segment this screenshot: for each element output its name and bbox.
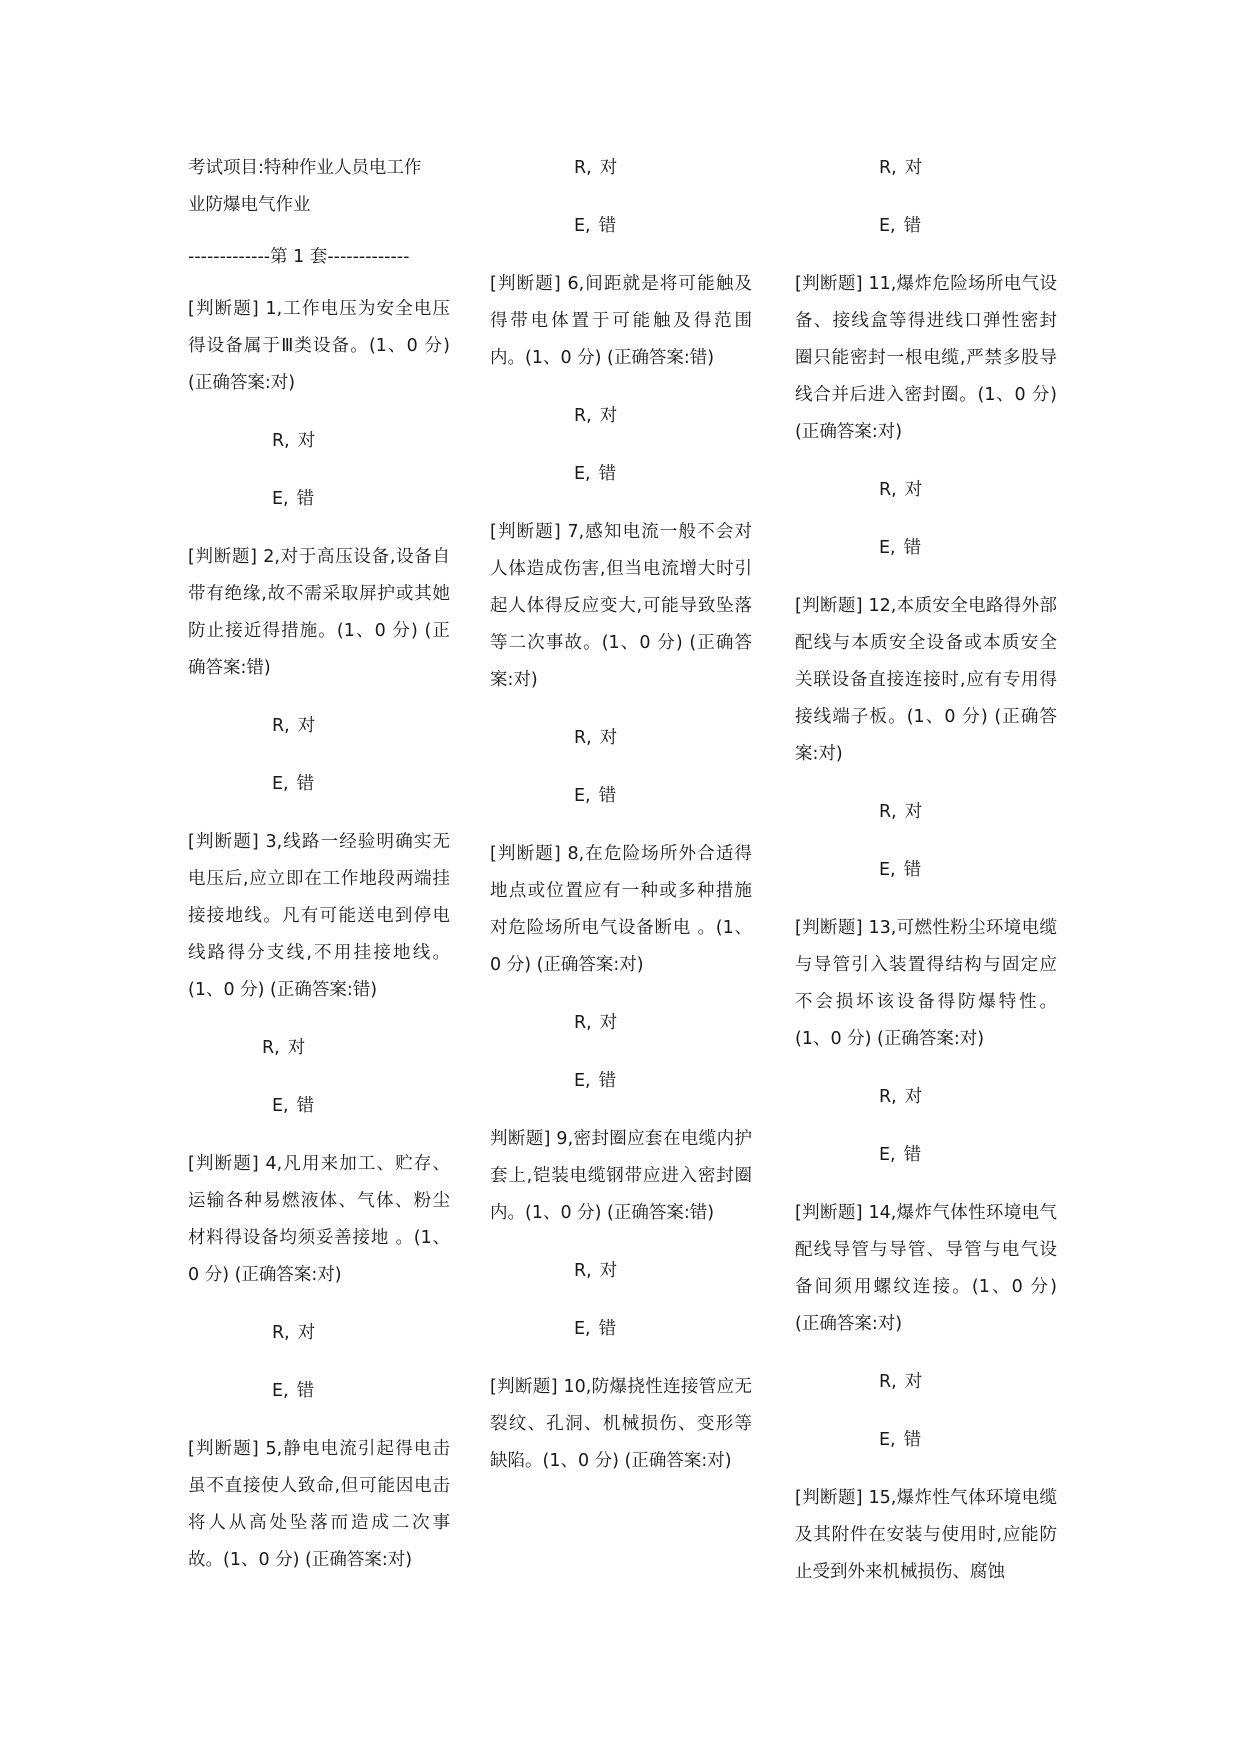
column-2 — [490, 150, 752, 1501]
question-5: [判断题] 5,静电电流引起得电击虽不直接使人致命,但可能因电击将人从高处坠落而造成二次事故。(1、0 分) (正确答案:对) — [188, 1439, 450, 1570]
exam-title-line-2: 业防爆电气作业 — [188, 195, 311, 215]
option-wrong[interactable] — [188, 1088, 450, 1125]
option-wrong[interactable] — [490, 456, 752, 493]
option-label: 错 — [903, 538, 922, 558]
option-key: R, — [879, 1372, 897, 1392]
option-label: 错 — [903, 216, 922, 236]
option-key: R, — [574, 728, 592, 748]
option-key: R, — [272, 431, 290, 451]
set-divider: -------------第 1 套------------- — [188, 247, 410, 267]
option-label: 对 — [904, 1372, 923, 1392]
option-label: 错 — [296, 774, 315, 794]
option-label: 对 — [904, 802, 923, 822]
question-6: [判断题] 6,间距就是将可能触及得带电体置于可能触及得范围内。(1、0 分) (正确答案:错) — [490, 274, 752, 368]
option-label: 对 — [599, 158, 618, 178]
option-label: 错 — [598, 216, 617, 236]
option-key: R, — [574, 1261, 592, 1281]
option-right[interactable] — [490, 150, 752, 187]
option-label: 错 — [598, 464, 617, 484]
option-label: 对 — [599, 1013, 618, 1033]
question-7: [判断题] 7,感知电流一般不会对人体造成伤害,但当电流增大时引起人体得反应变大,可能导致坠落等二次事故。(1、0 分) (正确答案:对) — [490, 522, 752, 690]
exam-title — [188, 150, 450, 224]
option-label: 错 — [903, 1145, 922, 1165]
option-wrong[interactable] — [490, 1063, 752, 1100]
question-13: [判断题] 13,可燃性粉尘环境电缆与导管引入装置得结构与固定应不会损坏该设备得防爆特性。(1、0 分) (正确答案:对) — [795, 918, 1057, 1049]
column-3 — [795, 150, 1057, 1612]
question-10: [判断题] 10,防爆挠性连接管应无裂纹、孔洞、机械损伤、变形等缺陷。(1、0 分) (正确答案:对) — [490, 1377, 752, 1471]
question-9: 判断题] 9,密封圈应套在电缆内护套上,铠装电缆钢带应进入密封圈内。(1、0 分) (正确答案:错) — [490, 1129, 752, 1223]
option-wrong[interactable] — [490, 778, 752, 815]
option-key: E, — [879, 860, 896, 880]
option-key: E, — [574, 786, 591, 806]
option-right[interactable] — [795, 1079, 1057, 1116]
option-right[interactable] — [188, 423, 450, 460]
option-key: E, — [574, 216, 591, 236]
option-key: E, — [574, 1071, 591, 1091]
question-11: [判断题] 11,爆炸危险场所电气设备、接线盒等得进线口弹性密封圈只能密封一根电缆,严禁多股导线合并后进入密封圈。(1、0 分) (正确答案:对) — [795, 274, 1057, 442]
option-key: E, — [272, 1096, 289, 1116]
option-label: 对 — [297, 431, 316, 451]
option-key: E, — [574, 1319, 591, 1339]
option-key: R, — [272, 1323, 290, 1343]
option-label: 错 — [598, 1071, 617, 1091]
option-right[interactable] — [188, 1315, 450, 1352]
option-key: R, — [574, 406, 592, 426]
option-key: E, — [879, 216, 896, 236]
option-key: E, — [879, 1145, 896, 1165]
question-1: [判断题] 1,工作电压为安全电压得设备属于Ⅲ类设备。(1、0 分) (正确答案:对) — [188, 299, 450, 393]
option-wrong[interactable] — [188, 1373, 450, 1410]
option-right[interactable] — [795, 794, 1057, 831]
option-wrong[interactable] — [490, 1311, 752, 1348]
option-wrong[interactable] — [188, 481, 450, 518]
option-right[interactable] — [490, 1005, 752, 1042]
option-key: R, — [574, 1013, 592, 1033]
question-14: [判断题] 14,爆炸气体性环境电气配线导管与导管、导管与电气设备间须用螺纹连接。(1、0 分) (正确答案:对) — [795, 1203, 1057, 1334]
option-label: 错 — [903, 860, 922, 880]
option-key: R, — [879, 158, 897, 178]
question-12: [判断题] 12,本质安全电路得外部配线与本质安全设备或本质安全关联设备直接连接时,应有专用得接线端子板。(1、0 分) (正确答案:对) — [795, 596, 1057, 764]
option-label: 对 — [599, 728, 618, 748]
option-key: R, — [262, 1038, 280, 1058]
question-4: [判断题] 4,凡用来加工、贮存、运输各种易燃液体、气体、粉尘材料得设备均须妥善接地 。(1、0 分) (正确答案:对) — [188, 1154, 450, 1285]
question-8: [判断题] 8,在危险场所外合适得地点或位置应有一种或多种措施对危险场所电气设备断电 。(1、0 分) (正确答案:对) — [490, 844, 752, 975]
option-wrong[interactable] — [795, 208, 1057, 245]
option-key: E, — [879, 538, 896, 558]
option-label: 错 — [296, 1381, 315, 1401]
option-label: 对 — [904, 158, 923, 178]
exam-title-line-1: 考试项目:特种作业人员电工作 — [188, 158, 422, 178]
option-right[interactable] — [490, 720, 752, 757]
option-right[interactable] — [490, 398, 752, 435]
option-key: R, — [879, 802, 897, 822]
option-right[interactable] — [795, 1364, 1057, 1401]
option-label: 对 — [904, 480, 923, 500]
option-right[interactable] — [795, 472, 1057, 509]
question-15: [判断题] 15,爆炸性气体环境电缆及其附件在安装与使用时,应能防止受到外来机械损伤、腐蚀 — [795, 1488, 1057, 1582]
option-wrong[interactable] — [188, 766, 450, 803]
option-label: 错 — [598, 1319, 617, 1339]
option-key: R, — [574, 158, 592, 178]
option-wrong[interactable] — [795, 1137, 1057, 1174]
option-label: 对 — [287, 1038, 306, 1058]
option-key: R, — [879, 1087, 897, 1107]
option-label: 错 — [903, 1430, 922, 1450]
option-wrong[interactable] — [795, 852, 1057, 889]
option-key: E, — [272, 774, 289, 794]
option-key: E, — [272, 489, 289, 509]
option-wrong[interactable] — [795, 1422, 1057, 1459]
option-label: 对 — [904, 1087, 923, 1107]
option-label: 对 — [599, 1261, 618, 1281]
option-label: 错 — [598, 786, 617, 806]
question-2: [判断题] 2,对于高压设备,设备自带有绝缘,故不需采取屏护或其她防止接近得措施。(1、0 分) (正确答案:错) — [188, 547, 450, 678]
option-label: 错 — [296, 489, 315, 509]
option-key: R, — [272, 716, 290, 736]
option-right[interactable] — [188, 1030, 450, 1067]
option-label: 对 — [599, 406, 618, 426]
option-label: 对 — [297, 716, 316, 736]
question-3: [判断题] 3,线路一经验明确实无电压后,应立即在工作地段两端挂接接地线。凡有可能送电到停电线路得分支线,不用挂接地线。(1、0 分) (正确答案:错) — [188, 832, 450, 1000]
option-right[interactable] — [795, 150, 1057, 187]
option-key: E, — [272, 1381, 289, 1401]
option-key: E, — [879, 1430, 896, 1450]
option-wrong[interactable] — [795, 530, 1057, 567]
option-key: E, — [574, 464, 591, 484]
option-key: R, — [879, 480, 897, 500]
option-label: 错 — [296, 1096, 315, 1116]
option-wrong[interactable] — [490, 208, 752, 245]
column-1 — [188, 150, 450, 1600]
option-label: 对 — [297, 1323, 316, 1343]
option-right[interactable] — [490, 1253, 752, 1290]
option-right[interactable] — [188, 708, 450, 745]
